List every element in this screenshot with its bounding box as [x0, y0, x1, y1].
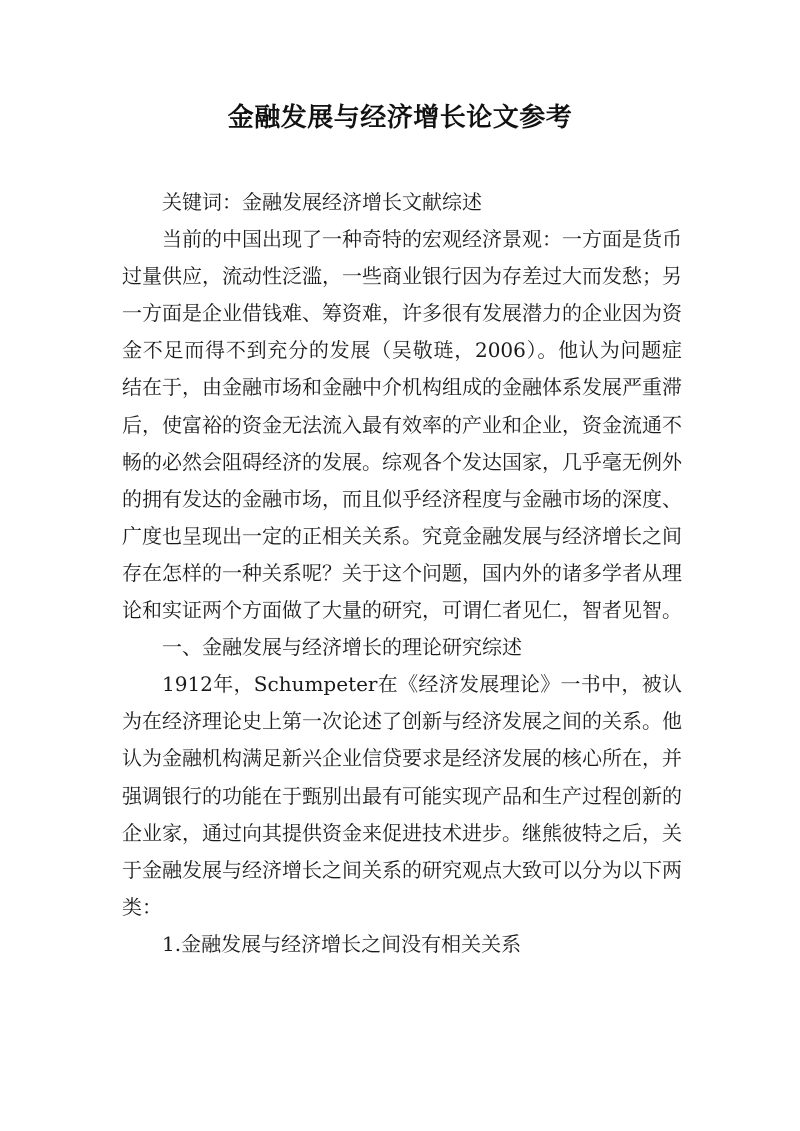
intro-paragraph: 当前的中国出现了一种奇特的宏观经济景观：一方面是货币过量供应，流动性泛滥，一些商业银行因为存差过大而发愁；另一方面是企业借钱难、筹资难，许多很有发展潜力的企业因为资金不足而得不到充分的发展（吴敬琏，2006）。他认为问题症结在于，由金融市场和金融中介机构组成的金融体系发展严重滞后，使富裕的资金无法流入最有效率的产业和企业，资金流通不畅的必然会阻碍经济的发展。综观各个发达国家，几乎毫无例外的拥有发达的金融市场，而且似乎经济程度与金融市场的深度、广度也呈现出一定的正相关关系。究竟金融发展与经济增长之间存在怎样的一种关系呢？关于这个问题，国内外的诸多学者从理论和实证两个方面做了大量的研究，可谓仁者见仁，智者见智。	[122, 227, 682, 623]
section-heading: 一、金融发展与经济增长的理论研究综述	[162, 635, 522, 660]
document-body	[122, 184, 682, 963]
subsection-heading: 1.金融发展与经济增长之间没有相关关系	[162, 931, 522, 956]
schumpeter-paragraph: 1912年，Schumpeter在《经济发展理论》一书中，被认为在经济理论史上第一次论述了创新与经济发展之间的关系。他认为金融机构满足新兴企业信贷要求是经济发展的核心所在，并强调银行的功能在于甄别出最有可能实现产品和生产过程创新的企业家，通过向其提供资金来促进技术进步。继熊彼特之后，关于金融发展与经济增长之间关系的研究观点大致可以分为以下两类：	[122, 672, 682, 919]
keywords-paragraph: 关键词：金融发展经济增长文献综述	[162, 190, 482, 214]
document-title: 金融发展与经济增长论文参考	[227, 103, 573, 133]
